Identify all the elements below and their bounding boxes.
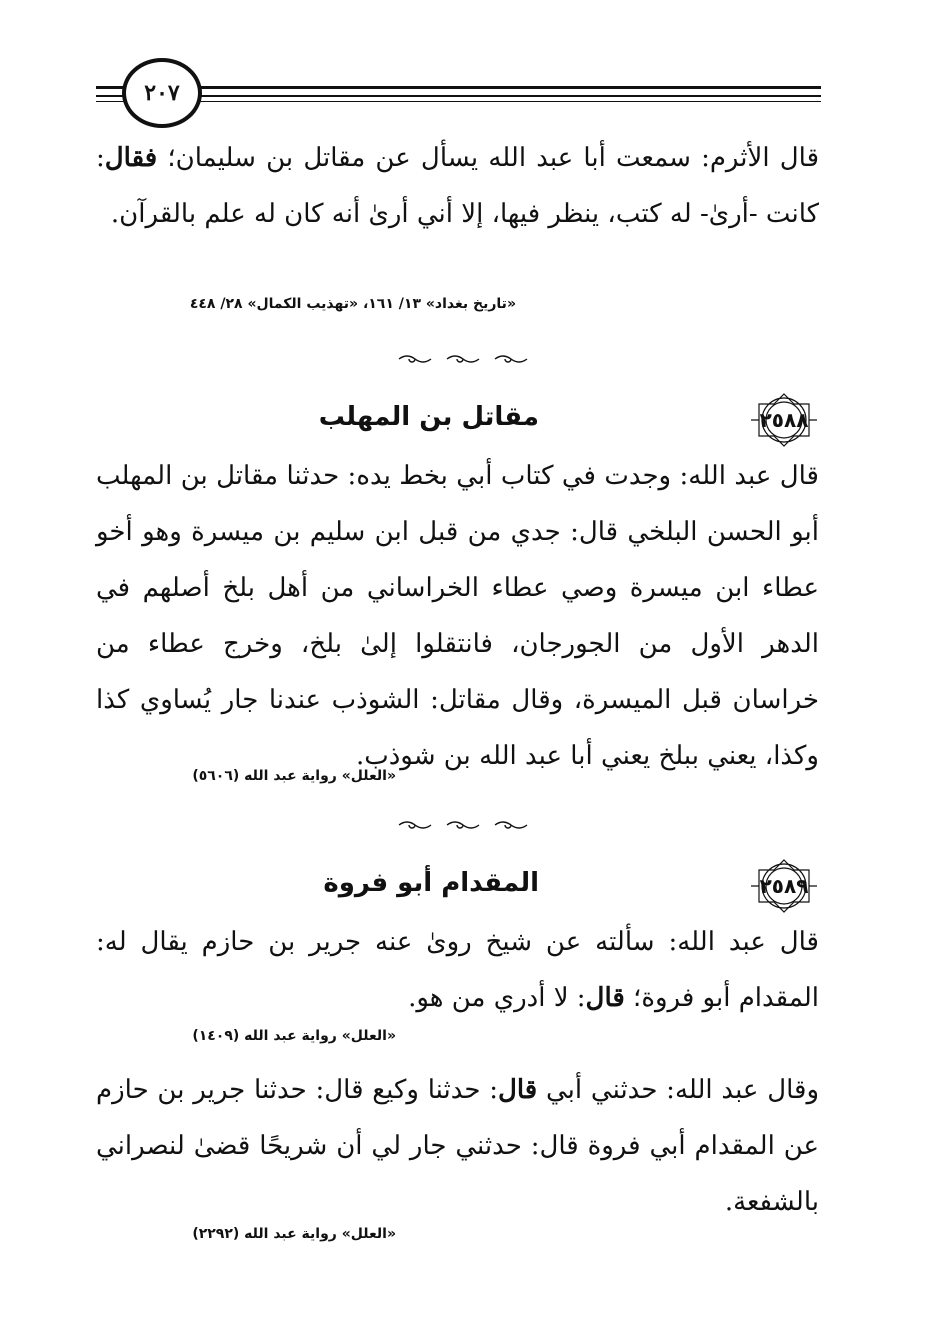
- paragraph-text: : حدثنا وكيع قال: حدثنا جرير بن حازم عن المقدام أبي فروة قال: حدثني جار لي أن شريحًا قضىٰ لنصراني بالشفعة.: [96, 1075, 819, 1217]
- entry-heading: [96, 392, 819, 452]
- entry-number: ٢٥٨٨: [759, 408, 809, 432]
- paragraph-entry1: قال عبد الله: وجدت في كتاب أبي بخط يده: حدثنا مقاتل بن المهلب أبو الحسن البلخي قال: جدي من قبل ابن سليم بن ميسرة وهو أخو عطاء ابن ميسرة وصي عطاء الخراساني من أهل بلخ أصلهم في الدهر الأول من الجورجان، فانتقلوا إلىٰ بلخ، وخرج عطاء من خراسان قبل الميسرة، وقال مقاتل: الشوذب عندنا جار يُساوي كذا وكذا، يعني ببلخ يعني أبا عبد الله بن شوذب.: [96, 461, 819, 771]
- label-faqal: فقال: [104, 143, 158, 173]
- entry-title: مقاتل بن المهلب: [318, 402, 539, 432]
- source-reference: «العلل» رواية عبد الله (٢٢٩٢): [192, 1226, 396, 1242]
- entry-number-badge: [749, 858, 819, 914]
- entry-heading: [96, 858, 819, 918]
- divider-ornament: [395, 352, 535, 366]
- label-qal: قال: [497, 1075, 538, 1105]
- source-reference: «العلل» رواية عبد الله (٥٦٠٦): [192, 768, 396, 784]
- paragraph-text: : كانت -أرىٰ- له كتب، ينظر فيها، إلا أني أرىٰ أنه كان له علم بالقرآن.: [96, 143, 819, 229]
- header-rule: [96, 86, 821, 89]
- source-reference: «العلل» رواية عبد الله (١٤٠٩): [192, 1028, 396, 1044]
- entry-title: المقدام أبو فروة: [323, 868, 539, 898]
- header-rule: [96, 95, 821, 97]
- entry-number: ٢٥٨٩: [759, 874, 809, 898]
- paragraph-text: : لا أدري من هو.: [408, 983, 586, 1013]
- label-qal: قال: [585, 983, 625, 1013]
- paragraph-text: قال الأثرم: سمعت أبا عبد الله يسأل عن مقاتل بن سليمان؛: [157, 143, 819, 173]
- paragraph-entry2b: [96, 1062, 819, 1230]
- paragraph-text: وقال عبد الله: حدثني أبي: [537, 1075, 820, 1105]
- entry-number-badge: [749, 392, 819, 448]
- paragraph-athram: [96, 130, 819, 242]
- source-reference: «تاريخ بغداد» ١٣/ ١٦١، «تهذيب الكمال» ٢٨/ ٤٤٨: [189, 296, 516, 312]
- header-rule: [96, 101, 821, 102]
- page-number: ٢٠٧: [122, 58, 202, 128]
- paragraph-entry2a: [96, 914, 819, 1026]
- paragraph-text: قال عبد الله: سألته عن شيخ روىٰ عنه جرير بن حازم يقال له: المقدام أبو فروة؛: [96, 927, 819, 1013]
- divider-ornament: [395, 818, 535, 832]
